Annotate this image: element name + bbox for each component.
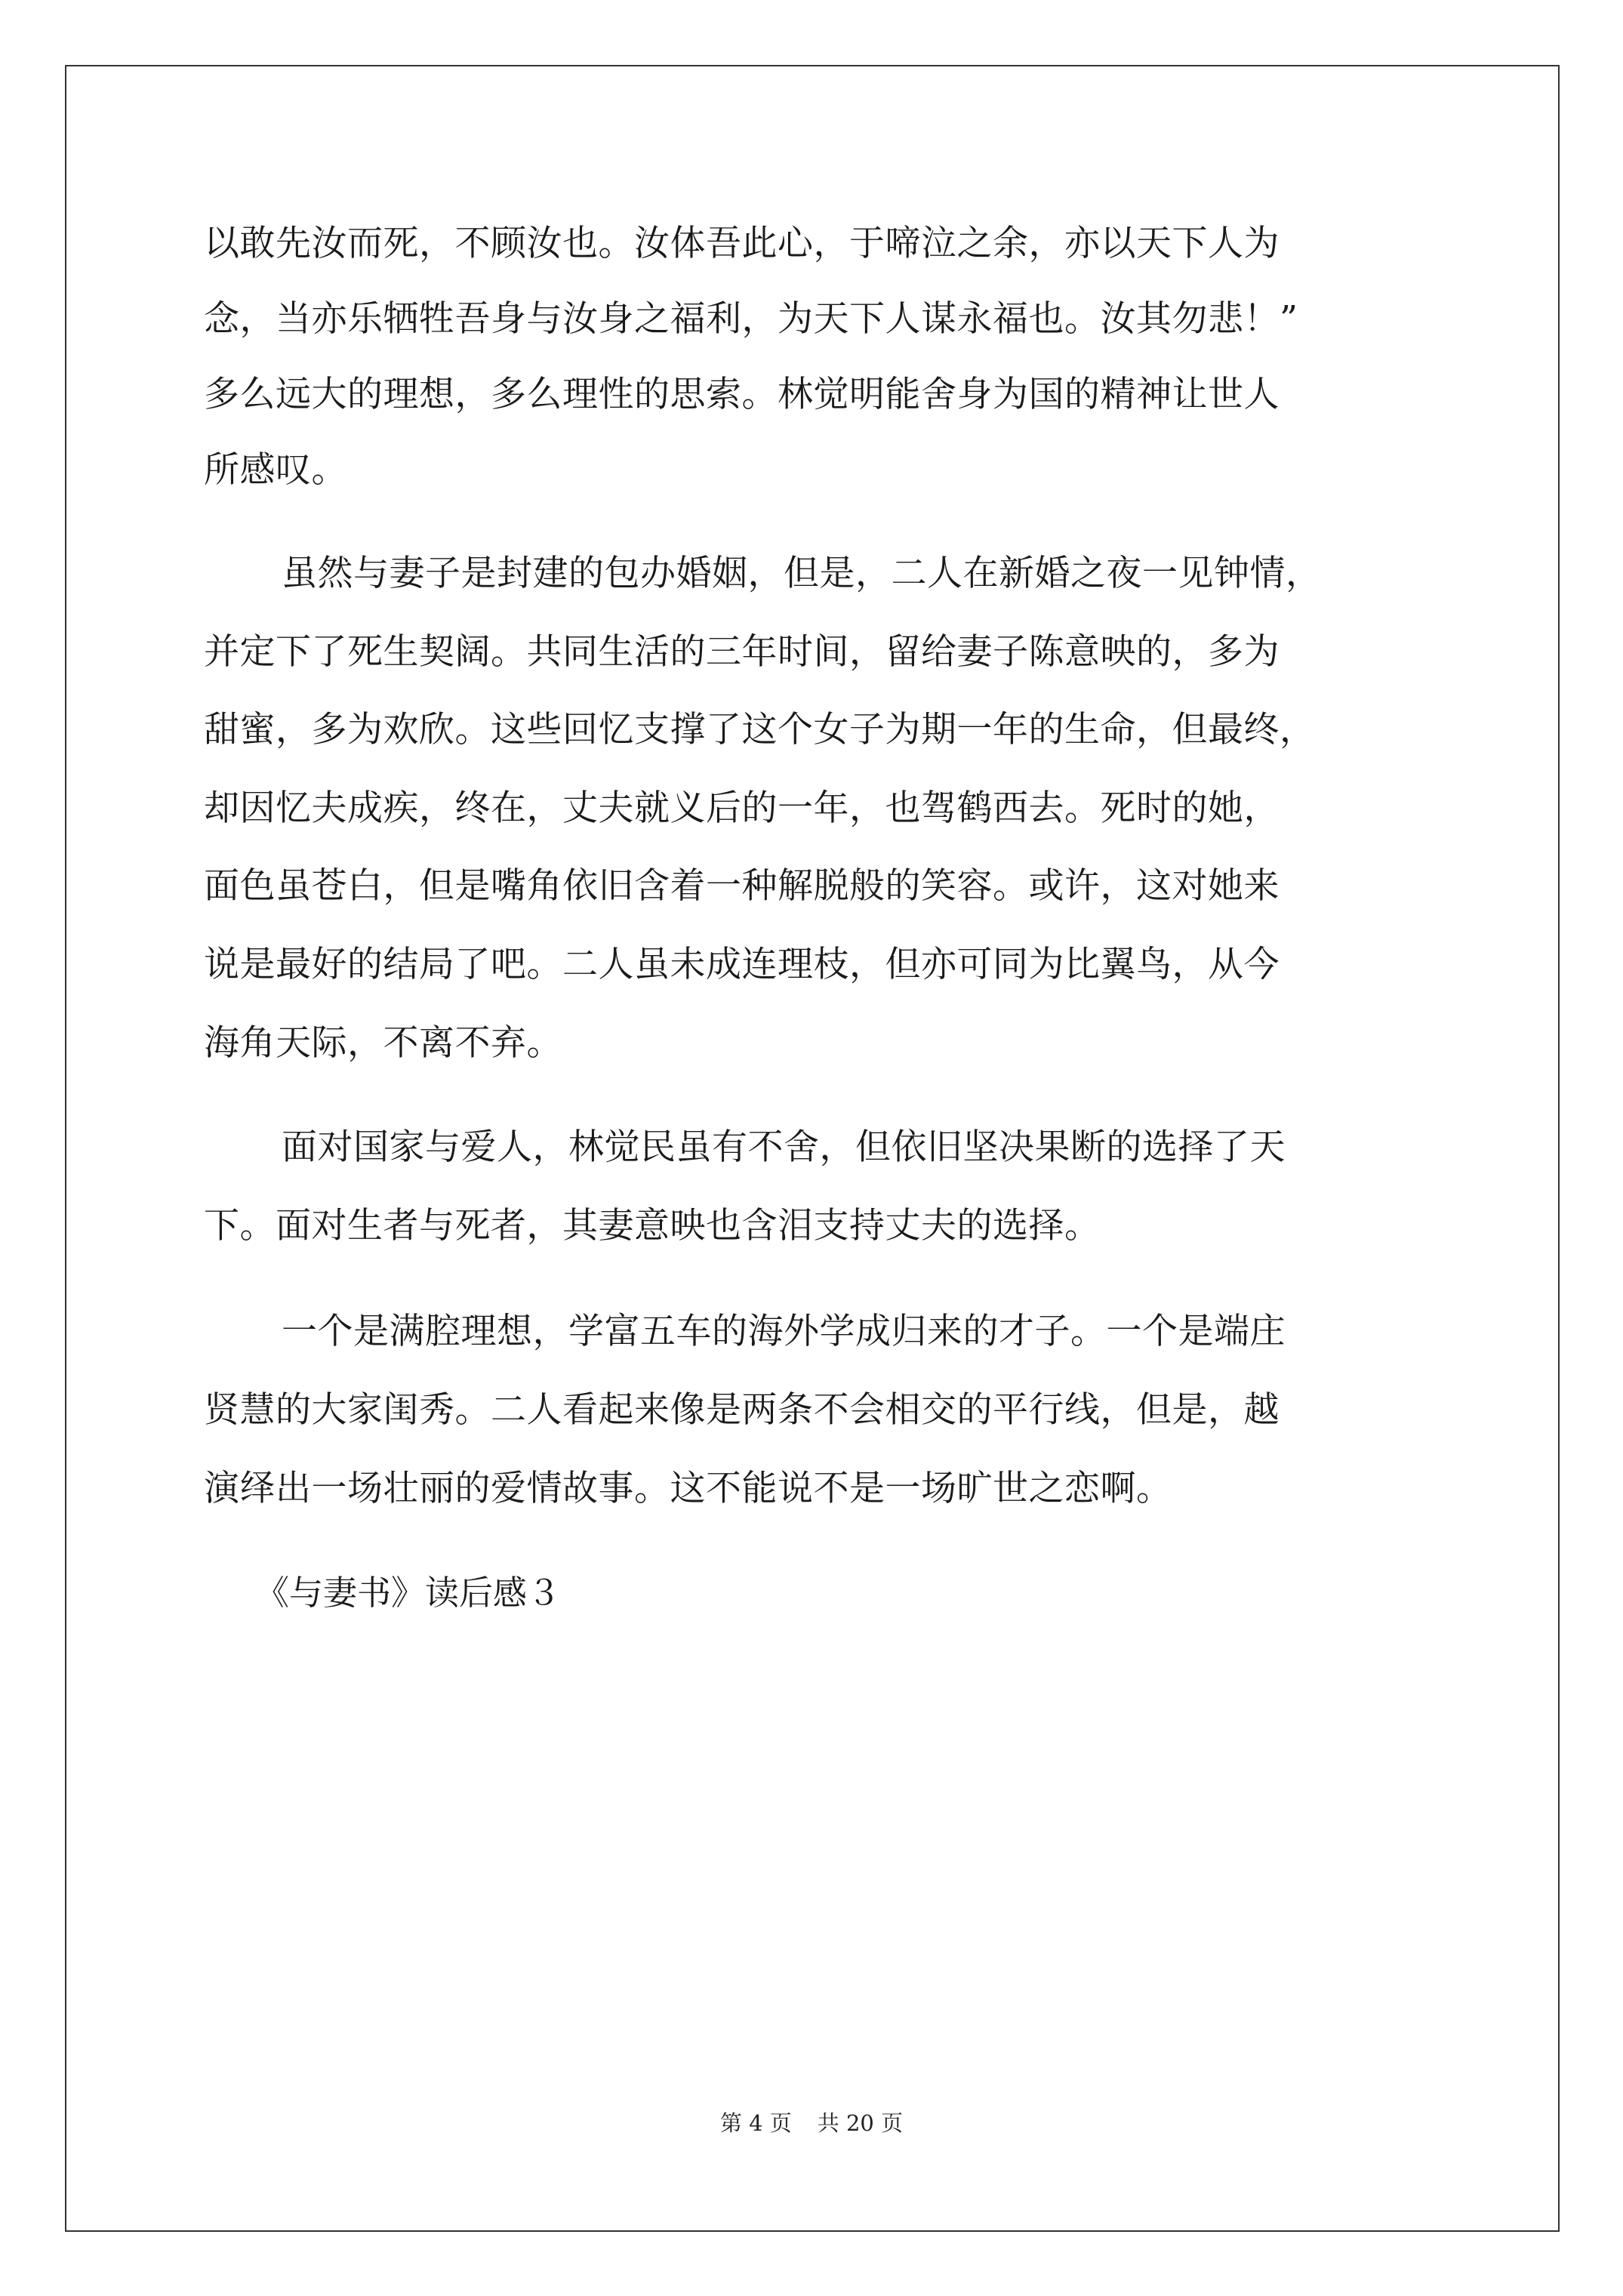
- paragraph-4-line-3: 演绎出一场壮丽的爱情故事。这不能说不是一场旷世之恋啊。: [204, 1468, 1172, 1509]
- section-heading: 《与妻书》读后感３: [255, 1573, 562, 1613]
- paragraph-2-line-1: 虽然与妻子是封建的包办婚姻，但是，二人在新婚之夜一见钟情，: [282, 553, 1322, 594]
- paragraph-4-line-1: 一个是满腔理想，学富五车的海外学成归来的才子。一个是端庄: [282, 1311, 1286, 1352]
- paragraph-1-line-2: 念，当亦乐牺牲吾身与汝身之福利，为天下人谋永福也。汝其勿悲！”: [204, 298, 1298, 340]
- paragraph-2-line-7: 海角天际，不离不弃。: [204, 1022, 562, 1064]
- paragraph-2-line-6: 说是最好的结局了吧。二人虽未成连理枝，但亦可同为比翼鸟，从今: [204, 944, 1280, 985]
- page-footer: [0, 2108, 1623, 2138]
- paragraph-4-line-2: 贤慧的大家闺秀。二人看起来像是两条不会相交的平行线，但是，越: [204, 1389, 1280, 1431]
- paragraph-3-line-2: 下。面对生者与死者，其妻意映也含泪支持丈夫的选择。: [204, 1205, 1101, 1247]
- paragraph-1-line-1: 以敢先汝而死，不顾汝也。汝体吾此心，于啼泣之余，亦以天下人为: [204, 223, 1280, 264]
- paragraph-1-line-4: 所感叹。: [204, 449, 347, 491]
- paragraph-2-line-3: 甜蜜，多为欢欣。这些回忆支撑了这个女子为期一年的生命，但最终，: [204, 709, 1316, 750]
- page-total: 共 20 页: [817, 2110, 904, 2136]
- paragraph-1-line-3: 多么远大的理想，多么理性的思索。林觉明能舍身为国的精神让世人: [204, 374, 1280, 415]
- paragraph-2-line-2: 并定下了死生契阔。共同生活的三年时间，留给妻子陈意映的，多为: [204, 631, 1280, 673]
- paragraph-2-line-5: 面色虽苍白，但是嘴角依旧含着一种解脱般的笑容。或许，这对她来: [204, 865, 1280, 907]
- paragraph-2-line-4: 却因忆夫成疾，终在，丈夫就义后的一年，也驾鹤西去。死时的她，: [204, 787, 1280, 829]
- paragraph-3-line-1: 面对国家与爱人，林觉民虽有不舍，但依旧坚决果断的选择了天: [282, 1126, 1286, 1168]
- page-current: 第 4 页: [719, 2110, 792, 2136]
